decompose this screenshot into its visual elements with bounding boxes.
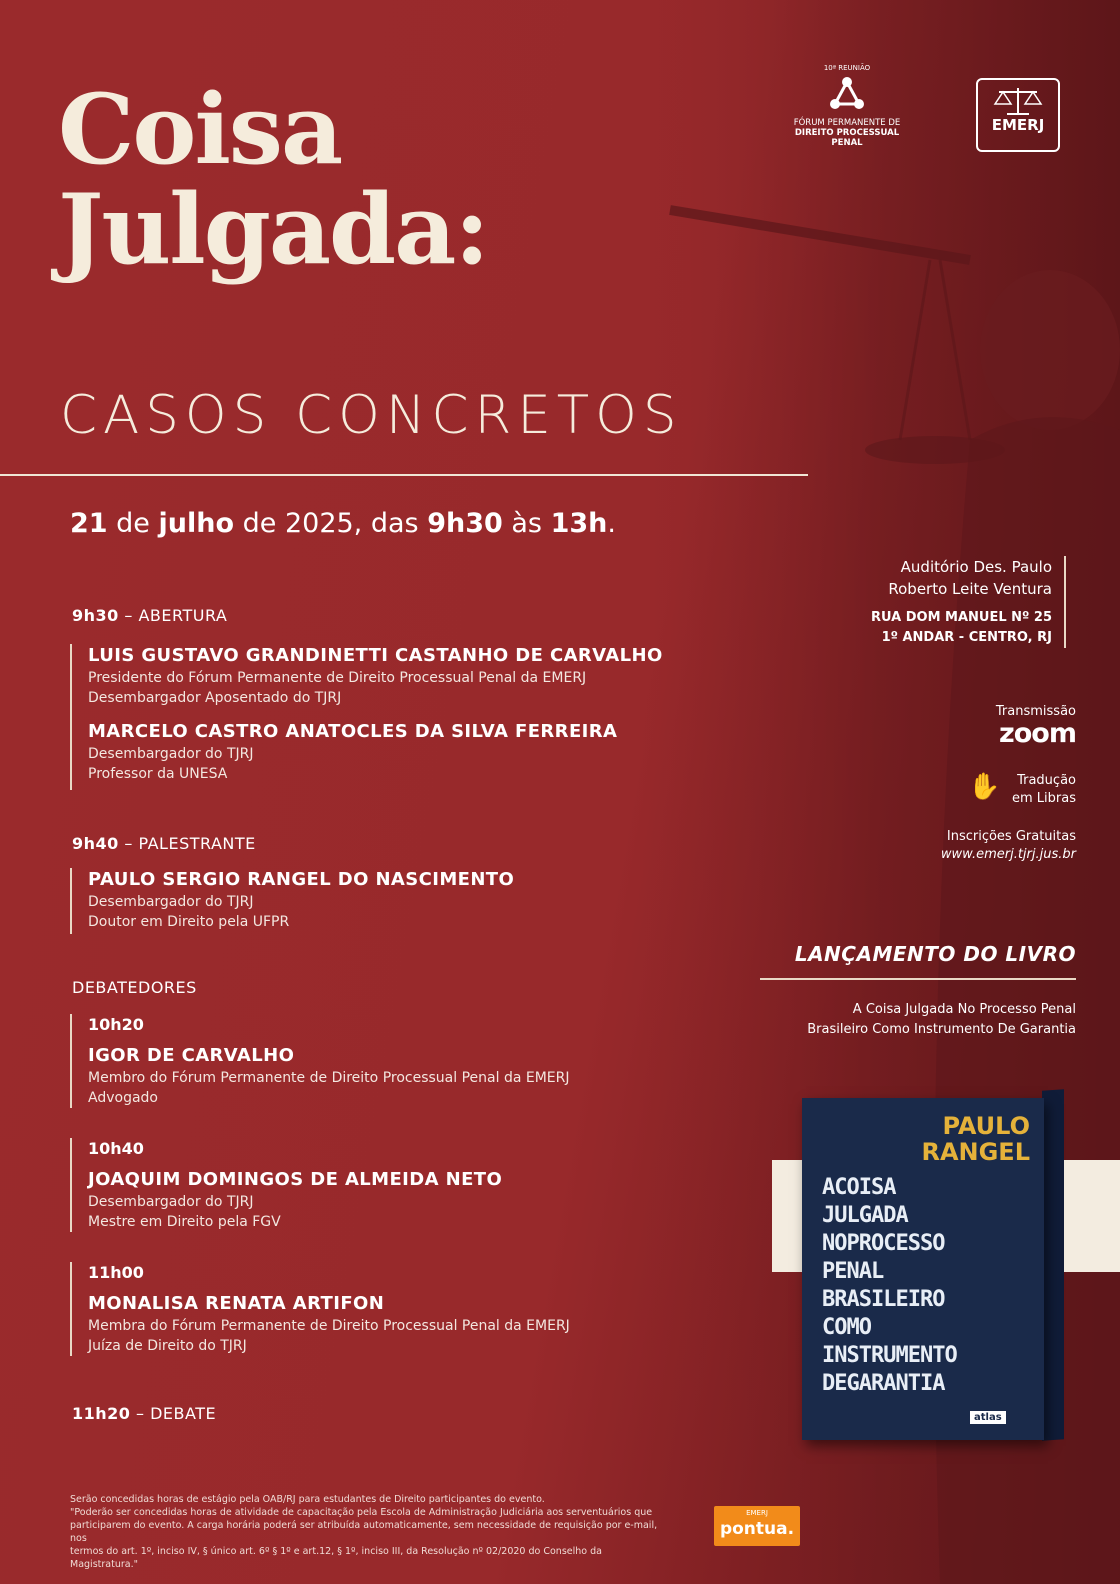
pontua-label: pontua. [719, 1519, 795, 1539]
libras-line-2: em Libras [1012, 791, 1076, 806]
venue-line-1: Auditório Des. Paulo [900, 558, 1052, 576]
venue-block [790, 556, 1066, 648]
footnote-line: "Poderão ser concedidas horas de atividade de capacitação pela Escola de Administração Judiciária aos serventuários que [70, 1507, 653, 1518]
speaker-role: Doutor em Direito pela UFPR [88, 914, 290, 930]
book-cover-line: NOPROCESSO [822, 1231, 945, 1256]
book-cover-line: BRASILEIRO [822, 1287, 945, 1312]
debatedor-time: 11h00 [88, 1263, 144, 1282]
speaker-role: Mestre em Direito pela FGV [88, 1214, 281, 1230]
pontua-logo [714, 1506, 800, 1546]
book-title-line-1: A Coisa Julgada No Processo Penal [852, 1002, 1076, 1017]
speaker-role: Juíza de Direito do TJRJ [88, 1338, 247, 1354]
event-date [70, 508, 616, 539]
book-author-1: PAULO [942, 1112, 1030, 1140]
abertura-header [72, 606, 227, 625]
broadcast-label: Transmissão [995, 704, 1076, 719]
book-spine [1042, 1089, 1064, 1441]
registration-block [870, 828, 1076, 864]
footnote-line: Serão concedidas horas de estágio pela OAB/RJ para estudantes de Direito participantes do evento. [70, 1494, 545, 1505]
speaker-name: PAULO SERGIO RANGEL DO NASCIMENTO [88, 869, 515, 890]
emerj-label: EMERJ [991, 116, 1045, 134]
title-divider [0, 474, 808, 476]
libras-block [960, 772, 1076, 808]
speaker-role: Advogado [88, 1090, 158, 1106]
title-line-1: Coisa [58, 73, 342, 186]
book-launch-divider [760, 978, 1076, 980]
speaker-role: Desembargador do TJRJ [88, 1194, 254, 1210]
event-subtitle: CASOS CONCRETOS [60, 385, 683, 446]
speaker-role: Desembargador do TJRJ [88, 746, 254, 762]
abertura-label: – ABERTURA [124, 606, 228, 625]
forum-line-2: DIREITO PROCESSUAL PENAL [794, 128, 900, 148]
event-title [58, 73, 488, 286]
abertura-time: 9h30 [72, 606, 119, 625]
book-cover [802, 1080, 1064, 1440]
footnote-line: termos do art. 1º, inciso IV, § único art. 6º § 1º e art.12, § 1º, inciso III, da Resolução nº 02/2020 do Conselho da Magistratura." [70, 1546, 602, 1570]
date-dot: . [607, 508, 616, 539]
speaker-role: Desembargador do TJRJ [88, 894, 254, 910]
sign-language-icon: ✋ [968, 772, 1001, 802]
zoom-logo: zoom [999, 718, 1076, 749]
book-launch-heading: LANÇAMENTO DO LIVRO [794, 942, 1076, 966]
footnote [70, 1493, 670, 1571]
venue-address-1: RUA DOM MANUEL Nº 25 [870, 610, 1052, 625]
speaker-block-palestrante [70, 868, 514, 934]
date-word-de: de [116, 508, 150, 539]
debatedor-time: 10h40 [88, 1139, 144, 1158]
speaker-role: Desembargador Aposentado do TJRJ [88, 690, 342, 706]
date-day: 21 [70, 508, 108, 539]
palestrante-header [72, 834, 256, 853]
forum-line-1: FÓRUM PERMANENTE DE [793, 118, 901, 128]
palestrante-label: – PALESTRANTE [124, 834, 256, 853]
date-end: 13h [550, 508, 608, 539]
debatedor-time: 10h20 [88, 1015, 144, 1034]
speaker-block-debatedor [70, 1014, 569, 1108]
book-front [802, 1098, 1044, 1440]
book-title-line-2: Brasileiro Como Instrumento De Garantia [807, 1022, 1076, 1037]
forum-small-label: 10ª REUNIÃO [823, 64, 871, 72]
debate-header [72, 1404, 216, 1423]
book-cover-line: DEGARANTIA [822, 1371, 945, 1396]
book-cover-line: COMO [822, 1315, 871, 1340]
speaker-name: LUIS GUSTAVO GRANDINETTI CASTANHO DE CARVALHO [88, 645, 663, 666]
book-title-block [730, 1000, 1076, 1040]
speaker-name: MONALISA RENATA ARTIFON [88, 1293, 385, 1314]
speaker-name: MARCELO CASTRO ANATOCLES DA SILVA FERREIRA [88, 721, 618, 742]
title-line-2: Julgada: [58, 173, 488, 286]
registration-url[interactable]: www.emerj.tjrj.jus.br [940, 847, 1076, 862]
date-word-as: às [511, 508, 542, 539]
debate-time: 11h20 [72, 1404, 131, 1423]
book-cover-line: JULGADA [822, 1203, 908, 1228]
footnote-line: participarem do evento. A carga horária poderá ser atribuída automaticamente, sem necessidade de requisição por e-mail, nos [70, 1520, 658, 1544]
speaker-role: Membro do Fórum Permanente de Direito Processual Penal da EMERJ [88, 1070, 570, 1086]
book-author-2: RANGEL [921, 1138, 1030, 1166]
debate-label: – DEBATE [136, 1404, 217, 1423]
book-cover-line: PENAL [822, 1259, 884, 1284]
broadcast-block [900, 704, 1076, 749]
palestrante-time: 9h40 [72, 834, 119, 853]
speaker-block-debatedor [70, 1138, 502, 1232]
venue-line-2: Roberto Leite Ventura [888, 580, 1052, 598]
pontua-top-label: EMERJ [746, 1509, 768, 1517]
book-publisher: atlas [970, 1411, 1006, 1424]
date-year: de 2025, das [242, 508, 419, 539]
speaker-role: Professor da UNESA [88, 766, 228, 782]
libras-line-1: Tradução [1017, 773, 1076, 788]
scales-icon [993, 84, 1043, 118]
speaker-name: IGOR DE CARVALHO [88, 1045, 295, 1066]
date-start: 9h30 [427, 508, 503, 539]
forum-logo [782, 64, 912, 148]
speaker-role: Presidente do Fórum Permanente de Direito Processual Penal da EMERJ [88, 670, 587, 686]
book-cover-line: ACOISA [822, 1175, 896, 1200]
speaker-role: Membra do Fórum Permanente de Direito Processual Penal da EMERJ [88, 1318, 570, 1334]
speaker-name: JOAQUIM DOMINGOS DE ALMEIDA NETO [88, 1169, 503, 1190]
registration-label: Inscrições Gratuitas [946, 829, 1076, 844]
forum-molecule-icon [829, 76, 865, 112]
date-month: julho [158, 508, 235, 539]
debatedores-header: DEBATEDORES [72, 978, 197, 997]
emerj-logo [976, 78, 1060, 152]
speaker-block-abertura [70, 644, 663, 790]
speaker-block-debatedor [70, 1262, 570, 1356]
venue-address-2: 1º ANDAR - CENTRO, RJ [881, 630, 1052, 645]
book-cover-line: INSTRUMENTO [822, 1343, 957, 1368]
book-cover-title [822, 1146, 957, 1398]
